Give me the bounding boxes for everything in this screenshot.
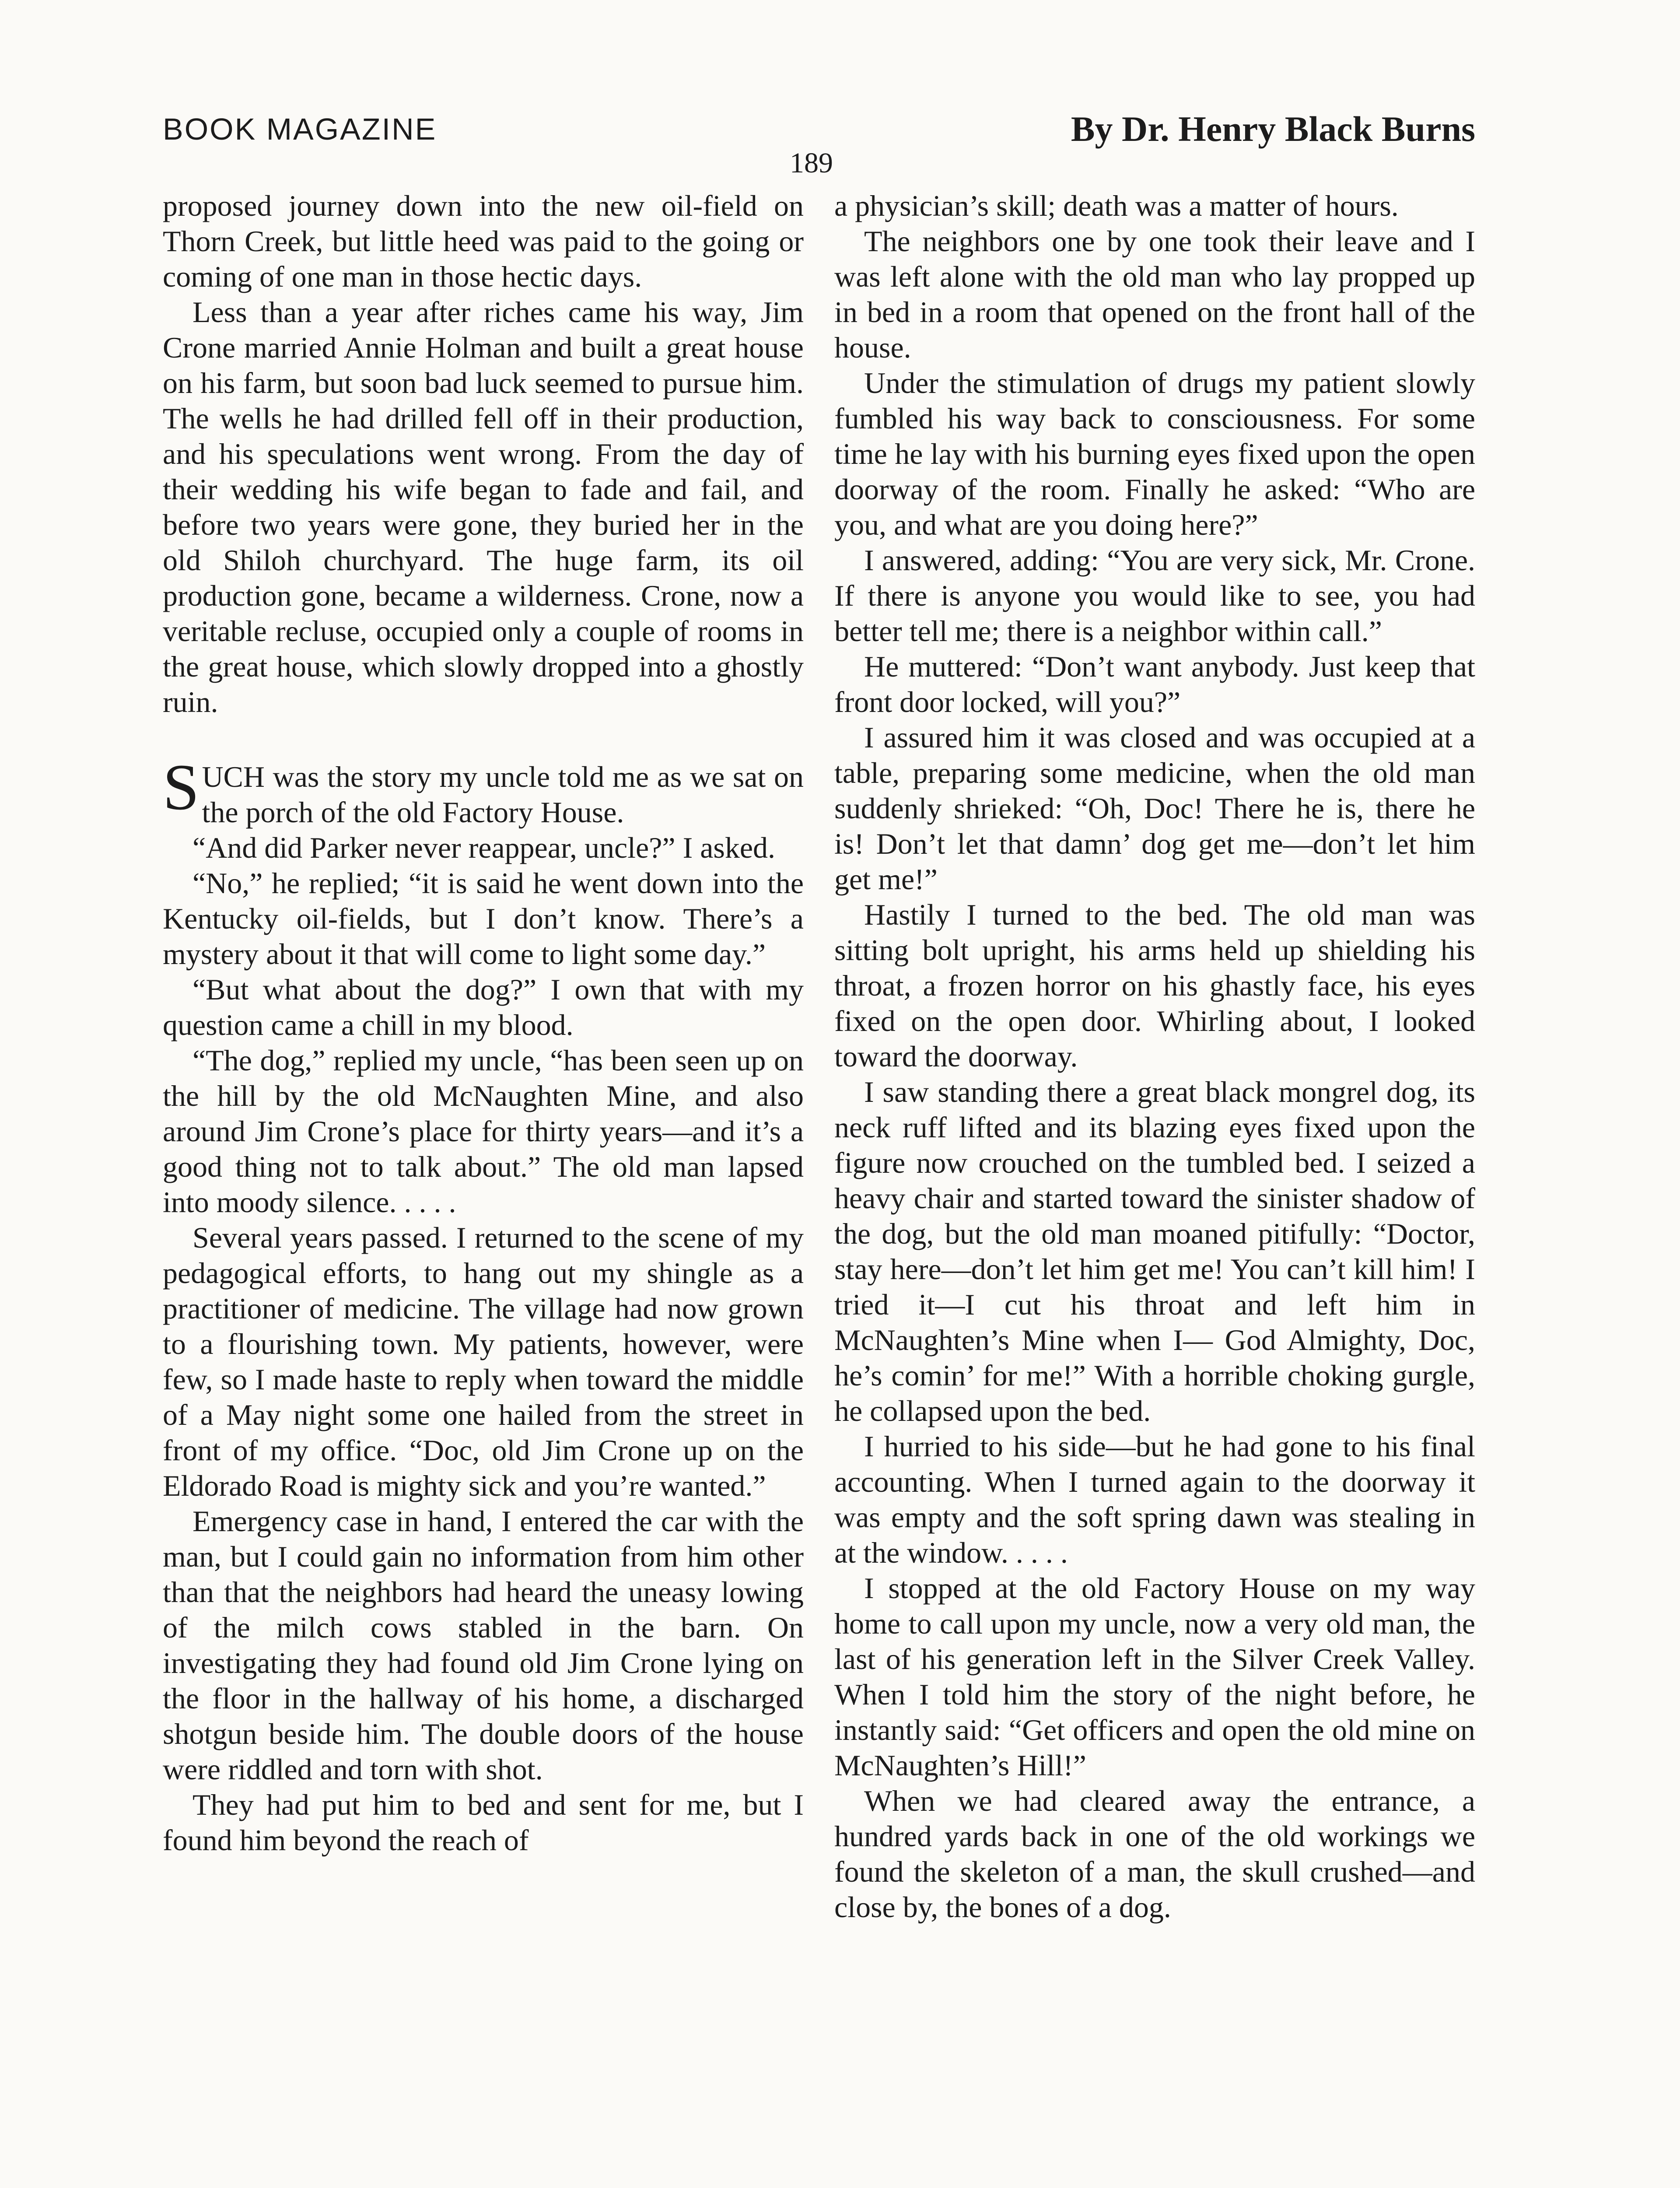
- paragraph: “The dog,” replied my uncle, “has been seen up on the hill by the old McNaughten Mine, and also around Jim Crone’s place for thirty years—and it’s a good thing not to talk about.” The old man lapsed into moody silence. . . . .: [163, 1044, 804, 1219]
- section-start-paragraph: [163, 751, 804, 830]
- paragraph: a physician’s skill; death was a matter of hours.: [834, 189, 1399, 222]
- paragraph: “And did Parker never reappear, uncle?” I asked.: [192, 831, 776, 864]
- paragraph: Emergency case in hand, I entered the car with the man, but I could gain no information from him other than that the neighbors had heard the uneasy lowing of the milch cows stabled in the barn. On investigating they had found old Jim Crone lying on the floor in the hallway of his home, a discharged shotgun beside him. The double doors of the house were riddled and torn with shot.: [163, 1504, 804, 1786]
- paragraph: I saw standing there a great black mongrel dog, its neck ruff lifted and its blazing eyes fixed upon the figure now crouched on the tumbled bed. I seized a heavy chair and started toward the sinister shadow of the dog, but the old man moaned pitifully: “Doctor, stay here—don’t let him get me! You can’t kill him! I tried it—I cut his throat and left him in McNaughten’s Mine when I— God Almighty, Doc, he’s comin’ for me!” With a horrible choking gurgle, he collapsed upon the bed.: [834, 1075, 1475, 1427]
- paragraph: Under the stimulation of drugs my patient slowly fumbled his way back to consciousness. For some time he lay with his burning eyes fixed upon the open doorway of the room. Finally he asked: “Who are you, and what are you doing here?”: [834, 366, 1475, 541]
- right-column: [834, 188, 1475, 1925]
- paragraph: The neighbors one by one took their leave and I was left alone with the old man who lay propped up in bed in a room that opened on the front hall of the house.: [834, 224, 1475, 364]
- page-number: 189: [790, 147, 833, 179]
- paragraph: “But what about the dog?” I own that with my question came a chill in my blood.: [163, 973, 804, 1041]
- paragraph: proposed journey down into the new oil-field on Thorn Creek, but little heed was paid to the going or coming of one man in those hectic days.: [163, 189, 804, 293]
- paragraph: I hurried to his side—but he had gone to his final accounting. When I turned again to the doorway it was empty and the soft spring dawn was stealing in at the window. . . . .: [834, 1430, 1475, 1569]
- paragraph: When we had cleared away the entrance, a hundred yards back in one of the old workings we found the skeleton of a man, the skull crushed—and close by, the bones of a dog.: [834, 1784, 1475, 1924]
- paragraph: I stopped at the old Factory House on my way home to call upon my uncle, now a very old man, the last of his generation left in the Silver Creek Valley. When I told him the story of the night before, he instantly said: “Get officers and open the old mine on McNaughten’s Hill!”: [834, 1571, 1475, 1782]
- paragraph: Less than a year after riches came his way, Jim Crone married Annie Holman and built a great house on his farm, but soon bad luck seemed to pursue him. The wells he had drilled fell off in their production, and his speculations went wrong. From the day of their wedding his wife began to fade and fail, and before two years were gone, they buried her in the old Shiloh churchyard. The huge farm, its oil production gone, became a wilderness. Crone, now a veritable recluse, occupied only a couple of rooms in the great house, which slowly dropped into a ghostly ruin.: [163, 295, 804, 719]
- magazine-title: BOOK MAGAZINE: [163, 112, 437, 146]
- author-byline: By Dr. Henry Black Burns: [1071, 109, 1475, 149]
- paragraph: “No,” he replied; “it is said he went down into the Kentucky oil-fields, but I don’t know. There’s a mystery about it that will come to light some day.”: [163, 866, 804, 971]
- paragraph: They had put him to bed and sent for me, but I found him beyond the reach of: [163, 1788, 804, 1857]
- paragraph: Several years passed. I returned to the scene of my pedagogical efforts, to hang out my shingle as a practitioner of medicine. The village had now grown to a flourishing town. My patients, however, were few, so I made haste to reply when toward the middle of a May night some one hailed from the street in front of my office. “Doc, old Jim Crone up on the Eldorado Road is mighty sick and you’re wanted.”: [163, 1221, 804, 1502]
- paragraph: I answered, adding: “You are very sick, Mr. Crone. If there is anyone you would like to see, you had better tell me; there is a neighbor within call.”: [834, 543, 1475, 648]
- paragraph-text: UCH was the story my uncle told me as we sat on the porch of the old Factory House.: [202, 760, 804, 829]
- paragraph: He muttered: “Don’t want anybody. Just keep that front door locked, will you?”: [834, 650, 1475, 719]
- paragraph: Hastily I turned to the bed. The old man was sitting bolt upright, his arms held up shielding his throat, a frozen horror on his ghastly face, his eyes fixed on the open door. Whirling about, I looked toward the doorway.: [834, 898, 1475, 1073]
- drop-cap: S: [163, 751, 200, 824]
- left-column: [163, 188, 804, 1858]
- paragraph: I assured him it was closed and was occupied at a table, preparing some medicine, when the old man suddenly shrieked: “Oh, Doc! There he is, there he is! Don’t let that damn’ dog get me—don’t let him get me!”: [834, 721, 1475, 896]
